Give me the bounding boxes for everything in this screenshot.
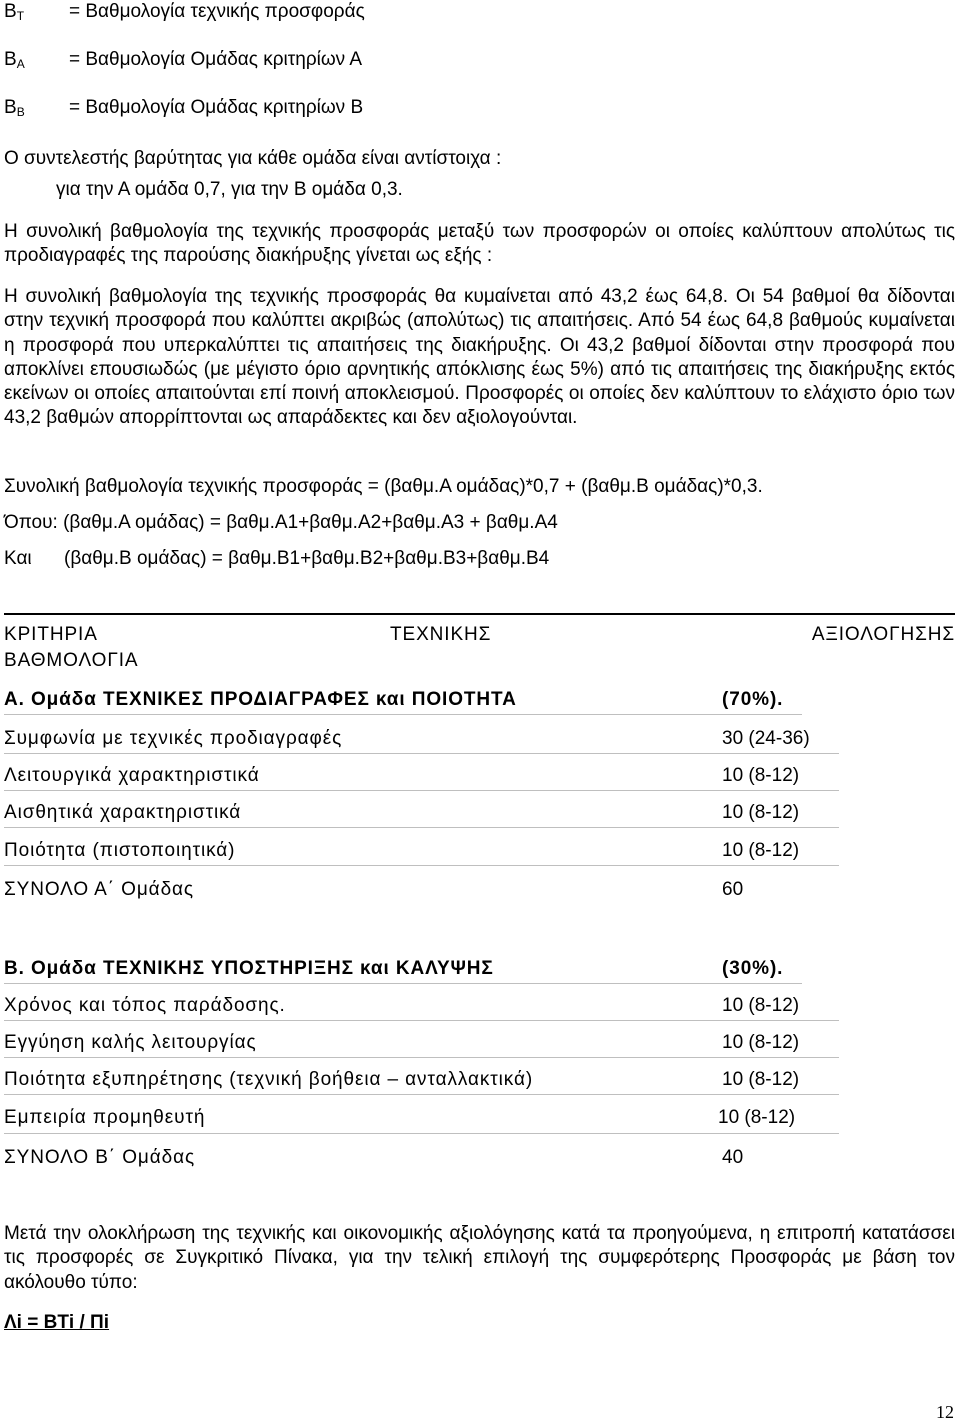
group-b-row-rule [4,1094,839,1095]
group-b-title: Β. Ομάδα ΤΕΧΝΙΚΗΣ ΥΠΟΣΤΗΡΙΞΗΣ και ΚΑΛΥΨΗΣ [4,958,494,979]
legend-ba-symbol: $B_A$ [4,49,25,71]
group-a-row-rule [4,865,839,866]
group-a-row-label: Λειτουργικά χαρακτηριστικά [4,765,260,786]
weights-line-1: Ο συντελεστής βαρύτητας για κάθε ομάδα είναι αντίστοιχα : [4,148,502,169]
group-b-weight: (30%). [722,958,784,979]
group-a-row-value: 10 (8-12) [722,840,800,861]
formula-where: Όπου: (βαθμ.Α ομάδας) = βαθμ.Α1+βαθμ.Α2+βαθμ.Α3 + βαθμ.Α4 [4,512,558,533]
group-b-row-value: 10 (8-12) [722,1069,800,1090]
closing-paragraph: Μετά την ολοκλήρωση της τεχνικής και οικονομικής αξιολόγησης κατά τα προηγούμενα, η επιτροπή κατατάσσει τις προσφορές σε Συγκριτικό Πίνακα, για την τελική επιλογή της συμφερότερης Προσφοράς με βάση τον ακόλουθο τύπο: [4,1223,955,1293]
group-a-total-value: 60 [722,879,744,900]
formula-total: Συνολική βαθμολογία τεχνικής προσφοράς = (βαθμ.Α ομάδας)*0,7 + (βαθμ.Β ομάδας)*0,3. [4,476,763,497]
group-b-row-label: Ποιότητα εξυπηρέτησης (τεχνική βοήθεια – ανταλλακτικά) [4,1069,534,1090]
formula-and-label: Και [4,548,32,569]
page-number: 12 [936,1402,954,1422]
group-b-row-value: 10 (8-12) [722,995,800,1016]
formula-and-text: (βαθμ.Β ομάδας) = βαθμ.Β1+βαθμ.Β2+βαθμ.Β3+βαθμ.Β4 [64,548,550,569]
group-a-row-label: Συμφωνία με τεχνικές προδιαγραφές [4,728,343,749]
group-a-total-label: ΣΥΝΟΛΟ Α΄ Ομάδας [4,879,194,900]
section-divider [4,613,955,615]
group-a-row-value: 10 (8-12) [722,802,800,823]
group-b-total-label: ΣΥΝΟΛΟ Β΄ Ομάδας [4,1147,196,1168]
group-a-row-label: Αισθητικά χαρακτηριστικά [4,802,242,823]
group-a-row-value: 30 (24-36) [722,728,810,749]
group-a-row-value: 10 (8-12) [722,765,800,786]
rules-paragraph: Η συνολική βαθμολογία της τεχνικής προσφοράς θα κυμαίνεται από 43,2 έως 64,8. Οι 54 βαθμοί θα δίδονται στην τεχνική προσφορά που καλύπτει ακριβώς (απολύτως) τις απαιτήσεις. Από 54 έως 64,8 βαθμούς κυμαίνεται η προσφορά που υπερκαλύπτει τις απαιτήσεις της διακήρυξης. Οι 43,2 βαθμοί δίδονται στην προσφορά που αποκλίνει επουσιωδώς (με μέγιστο όριο αρνητικής απόκλισης έως 5%) από τις απαιτήσεις της διακήρυξης εκτός εκείνων οι οποίες απαιτούνται επί ποινή αποκλεισμού. Προσφορές οι οποίες δεν καλύπτουν το ελάχιστο όριο των 43,2 βαθμών απορρίπτονται ως απαράδεκτες και δεν αξιολογούνται. [4,286,955,429]
group-a-row-rule [4,790,839,791]
criteria-header-col1: ΚΡΙΤΗΡΙΑ [4,624,98,645]
criteria-header-line2: ΒΑΘΜΟΛΟΓΙΑ [4,650,139,671]
group-b-title-rule [4,983,802,984]
legend-bb-text: = Βαθμολογία Ομάδας κριτηρίων Β [69,97,364,118]
criteria-header-col3: ΑΞΙΟΛΟΓΗΣΗΣ [811,624,955,645]
group-a-weight: (70%). [722,689,784,710]
group-b-row-value: 10 (8-12) [718,1107,796,1128]
legend-bb-symbol: $B_B$ [4,97,25,119]
legend-bt-text: = Βαθμολογία τεχνικής προσφοράς [69,1,365,22]
group-a-row-rule [4,827,839,828]
group-b-total-value: 40 [722,1147,744,1168]
final-formula: Λi = ΒΤi / Πi [4,1312,110,1333]
group-b-row-label: Εγγύηση καλής λειτουργίας [4,1032,257,1053]
group-b-row-value: 10 (8-12) [722,1032,800,1053]
group-a-title: Α. Ομάδα ΤΕΧΝΙΚΕΣ ΠΡΟΔΙΑΓΡΑΦΕΣ και ΠΟΙΟΤΗΤΑ [4,689,517,710]
group-b-row-rule [4,1133,839,1134]
group-b-row-rule [4,1020,839,1021]
legend-ba-text: = Βαθμολογία Ομάδας κριτηρίων Α [69,49,363,70]
group-a-title-rule [4,714,802,715]
group-a-row-rule [4,753,839,754]
group-b-row-label: Χρόνος και τόπος παράδοσης. [4,995,286,1016]
group-a-row-label: Ποιότητα (πιστοποιητικά) [4,840,236,861]
group-b-row-rule [4,1057,839,1058]
legend-bt-symbol: $B_T$ [4,1,25,23]
group-b-row-label: Εμπειρία προμηθευτή [4,1107,206,1128]
intro-paragraph: Η συνολική βαθμολογία της τεχνικής προσφοράς μεταξύ των προσφορών οι οποίες καλύπτουν απολύτως τις προδιαγραφές της παρούσης διακήρυξης γίνεται ως εξής : [4,221,955,267]
criteria-header-col2: ΤΕΧΝΙΚΗΣ [390,624,492,645]
weights-line-2: για την Α ομάδα 0,7, για την Β ομάδα 0,3. [56,179,403,200]
